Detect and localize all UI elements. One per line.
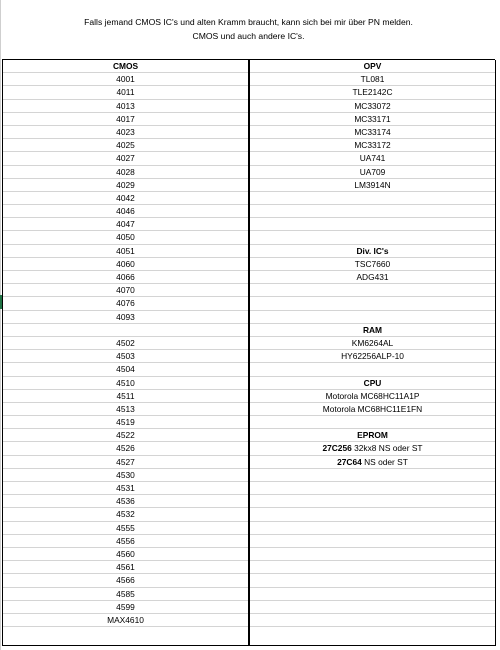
empty-cell[interactable]	[250, 574, 495, 587]
part-cell[interactable]: TL081	[250, 73, 495, 86]
cmos-cell[interactable]: 4513	[3, 403, 248, 416]
cmos-cell[interactable]: 4047	[3, 218, 248, 231]
part-cell[interactable]: KM6264AL	[250, 337, 495, 350]
part-cell[interactable]	[250, 363, 495, 376]
empty-cell[interactable]	[250, 482, 495, 495]
cmos-column	[3, 60, 250, 645]
cmos-cell[interactable]: 4011	[3, 86, 248, 99]
cmos-cell[interactable]: 4050	[3, 231, 248, 244]
cmos-cell[interactable]: 4028	[3, 166, 248, 179]
category-heading[interactable]: EPROM	[250, 429, 495, 442]
category-heading[interactable]: CPU	[250, 377, 495, 390]
cmos-cell[interactable]: 4076	[3, 297, 248, 310]
cmos-cell[interactable]: 4519	[3, 416, 248, 429]
cmos-cell[interactable]: 4025	[3, 139, 248, 152]
parts-table	[2, 60, 496, 646]
empty-cell[interactable]	[250, 495, 495, 508]
cmos-cell[interactable]: 4023	[3, 126, 248, 139]
part-cell[interactable]	[250, 192, 495, 205]
cmos-cell[interactable]: 4013	[3, 100, 248, 113]
cmos-cell[interactable]: 4051	[3, 245, 248, 258]
empty-cell[interactable]	[250, 508, 495, 521]
cmos-cell[interactable]: 4042	[3, 192, 248, 205]
cmos-header[interactable]: CMOS	[3, 60, 248, 73]
selection-marker	[0, 295, 2, 309]
category-heading[interactable]: RAM	[250, 324, 495, 337]
cmos-cell[interactable]: 4526	[3, 442, 248, 455]
part-cell[interactable]: TSC7660	[250, 258, 495, 271]
opv-header[interactable]: OPV	[250, 60, 495, 73]
cmos-cell[interactable]: 4556	[3, 535, 248, 548]
cmos-cell[interactable]: 4001	[3, 73, 248, 86]
cmos-cell[interactable]: 4510	[3, 377, 248, 390]
cmos-cell[interactable]: 4530	[3, 469, 248, 482]
notice-line-1: Falls jemand CMOS IC's und alten Kramm braucht, kann sich bei mir über PN melden.	[84, 17, 413, 27]
part-cell[interactable]	[250, 456, 495, 469]
empty-cell[interactable]	[250, 601, 495, 614]
part-cell[interactable]: ADG431	[250, 271, 495, 284]
part-cell[interactable]: TLE2142C	[250, 86, 495, 99]
empty-cell[interactable]	[250, 535, 495, 548]
part-cell[interactable]: LM3914N	[250, 179, 495, 192]
cmos-cell[interactable]: 4511	[3, 390, 248, 403]
cmos-cell[interactable]: 4017	[3, 113, 248, 126]
part-cell[interactable]: MC33174	[250, 126, 495, 139]
part-cell[interactable]: UA709	[250, 166, 495, 179]
cmos-cell[interactable]: 4029	[3, 179, 248, 192]
cmos-cell[interactable]: 4503	[3, 350, 248, 363]
part-cell[interactable]	[250, 231, 495, 244]
cmos-cell[interactable]: 4532	[3, 508, 248, 521]
part-note: NS oder ST	[364, 456, 408, 467]
cmos-cell[interactable]: MAX4610	[3, 614, 248, 627]
cmos-cell[interactable]: 4555	[3, 522, 248, 535]
cmos-cell[interactable]: 4060	[3, 258, 248, 271]
empty-cell[interactable]	[250, 548, 495, 561]
part-cell[interactable]: MC33171	[250, 113, 495, 126]
empty-cell[interactable]	[250, 522, 495, 535]
part-cell[interactable]: UA741	[250, 152, 495, 165]
part-number: 27C256	[322, 443, 352, 454]
empty-cell[interactable]	[250, 588, 495, 601]
part-cell[interactable]: Motorola MC68HC11A1P	[250, 390, 495, 403]
category-heading[interactable]: Div. IC's	[250, 245, 495, 258]
cmos-cell[interactable]: 4531	[3, 482, 248, 495]
part-cell[interactable]: Motorola MC68HC11E1FN	[250, 403, 495, 416]
sheet-left-edge	[0, 0, 1, 650]
part-cell[interactable]: MC33172	[250, 139, 495, 152]
cmos-cell[interactable]: 4585	[3, 588, 248, 601]
cmos-cell[interactable]	[3, 324, 248, 337]
cmos-cell[interactable]: 4093	[3, 311, 248, 324]
cmos-cell[interactable]: 4046	[3, 205, 248, 218]
part-number: 27C64	[337, 456, 362, 467]
empty-cell[interactable]	[250, 469, 495, 482]
empty-cell[interactable]	[250, 614, 495, 627]
cmos-cell[interactable]: 4561	[3, 561, 248, 574]
cmos-cell[interactable]: 4504	[3, 363, 248, 376]
part-cell[interactable]	[250, 442, 495, 455]
cmos-cell[interactable]: 4066	[3, 271, 248, 284]
cmos-cell[interactable]: 4566	[3, 574, 248, 587]
cmos-cell[interactable]: 4560	[3, 548, 248, 561]
part-cell[interactable]	[250, 218, 495, 231]
notice-line-2: CMOS und auch andere IC's.	[192, 31, 305, 41]
notice-header	[2, 4, 495, 60]
cmos-cell[interactable]: 4027	[3, 152, 248, 165]
part-cell[interactable]: MC33072	[250, 100, 495, 113]
empty-cell[interactable]	[250, 561, 495, 574]
part-cell[interactable]	[250, 311, 495, 324]
opv-column	[250, 60, 495, 645]
part-cell[interactable]	[250, 416, 495, 429]
cmos-cell[interactable]: 4522	[3, 429, 248, 442]
cmos-cell[interactable]: 4599	[3, 601, 248, 614]
cmos-cell[interactable]: 4536	[3, 495, 248, 508]
part-cell[interactable]	[250, 205, 495, 218]
cmos-cell[interactable]: 4527	[3, 456, 248, 469]
cmos-cell[interactable]: 4502	[3, 337, 248, 350]
part-cell[interactable]	[250, 297, 495, 310]
part-note: 32kx8 NS oder ST	[354, 443, 423, 454]
part-cell[interactable]	[250, 284, 495, 297]
part-cell[interactable]: HY62256ALP-10	[250, 350, 495, 363]
cmos-cell[interactable]: 4070	[3, 284, 248, 297]
